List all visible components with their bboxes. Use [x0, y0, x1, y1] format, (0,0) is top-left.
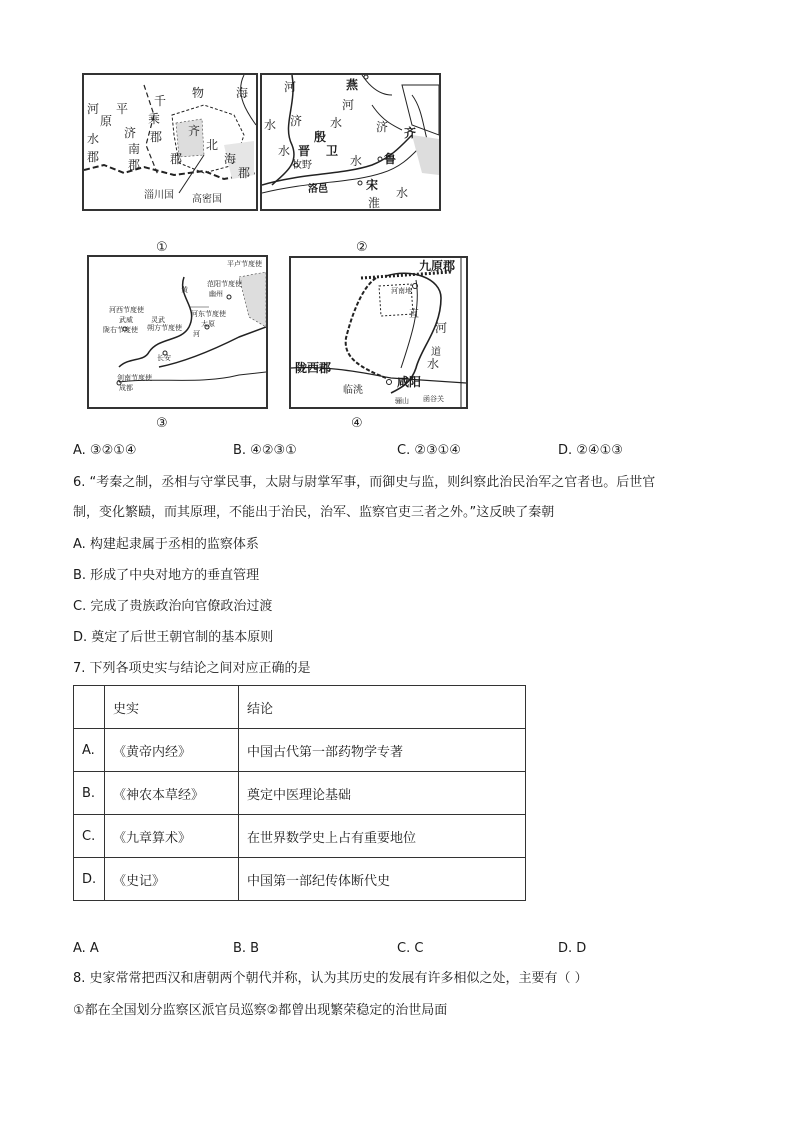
table-cell: D.	[74, 858, 105, 901]
map-1-label: 千	[154, 94, 167, 108]
table-cell: 《史记》	[105, 858, 239, 901]
map-1-label: 物	[192, 86, 205, 100]
table-cell: 在世界数学史上占有重要地位	[239, 815, 526, 858]
map-1-label: 水	[87, 132, 100, 146]
map-4-label: 九原郡	[419, 259, 456, 273]
map-2-label: 水	[396, 186, 409, 200]
map-1-label: 原	[100, 114, 113, 128]
table-header-row	[74, 686, 526, 729]
map-2-label: 水	[330, 116, 343, 130]
map-1-label: 淄川国	[144, 190, 174, 201]
map-3-label: 黄	[181, 286, 188, 294]
map-2-label: 燕	[346, 78, 359, 92]
map-4-caption: ④	[351, 416, 363, 431]
q8-stem: 8. 史家常常把西汉和唐朝两个朝代并称，认为其历史的发展有许多相似之处，主要有（ ）	[73, 971, 588, 986]
map-3-label: 灵武	[151, 316, 165, 324]
map-4-label: 咸阳	[397, 375, 422, 389]
map-1-caption: ①	[156, 240, 168, 255]
q7-stem: 7. 下列各项史实与结论之间对应正确的是	[73, 661, 311, 676]
map-2-label: 卫	[326, 144, 339, 158]
map-1-label: 高密国	[192, 194, 222, 205]
map-1-label: 郡	[87, 150, 100, 164]
table-cell: 《九章算术》	[105, 815, 239, 858]
table-cell: 《神农本草经》	[105, 772, 239, 815]
map-1-label: 平	[116, 102, 129, 116]
map-1-label: 郡	[150, 130, 163, 144]
map-2-label: 水	[278, 144, 291, 158]
map-1-label: 郡	[238, 166, 251, 180]
map-2	[260, 73, 441, 211]
map-3-label: 陇右节度使	[103, 326, 138, 334]
table-cell: A.	[74, 729, 105, 772]
table-cell: 中国古代第一部药物学专著	[239, 729, 526, 772]
table-header-cell	[74, 686, 105, 729]
map-2-label: 洛邑	[308, 184, 328, 195]
map-3-label: 平卢节度使	[227, 260, 262, 268]
q6-option-b[interactable]: B. 形成了中央对地方的垂直管理	[73, 568, 260, 583]
map-3-caption: ③	[156, 416, 168, 431]
table-row	[74, 858, 526, 901]
map-4-label: 河	[435, 321, 448, 335]
map-2-label: 晋	[298, 144, 311, 158]
table-cell: C.	[74, 815, 105, 858]
q5-option-b[interactable]: B. ④②③①	[233, 443, 297, 458]
table-cell: 奠定中医理论基础	[239, 772, 526, 815]
map-4-label: 骊山	[395, 397, 409, 405]
map-3-label: 朔方节度使	[147, 324, 182, 332]
map-1-label: 河	[87, 102, 100, 116]
map-3-label: 剑南节度使	[117, 374, 152, 382]
q7-table	[73, 685, 526, 901]
q6-stem-line-2: 制，变化繁赜，而其原理，不能出于治民，治军、监察官吏三者之外。”这反映了秦朝	[73, 505, 555, 520]
q5-option-c[interactable]: C. ②③①④	[397, 443, 461, 458]
q7-option-a[interactable]: A. A	[73, 941, 99, 956]
table-cell: B.	[74, 772, 105, 815]
map-1-drawing	[84, 75, 256, 209]
map-1-label: 乘	[148, 112, 161, 126]
map-3-label: 太原	[201, 320, 215, 328]
map-2-label: 济	[290, 114, 303, 128]
map-3-label: 武威	[119, 316, 133, 324]
map-1-label: 海	[236, 86, 249, 100]
map-2-label: 殷	[314, 130, 327, 144]
map-4-label: 道	[431, 347, 441, 358]
map-4-label: 河南地	[391, 287, 412, 295]
map-4-label: 直	[409, 309, 419, 320]
map-2-label: 济	[376, 120, 389, 134]
map-1-label: 北	[206, 138, 219, 152]
map-3-label: 河	[193, 330, 200, 338]
map-2-label: 河	[284, 80, 297, 94]
map-1-label: 海	[224, 152, 237, 166]
map-2-label: 河	[342, 98, 355, 112]
q6-option-c[interactable]: C. 完成了贵族政治向官僚政治过渡	[73, 599, 273, 614]
map-4-label: 陇西郡	[295, 361, 332, 375]
map-2-label: 鲁	[384, 152, 397, 166]
q5-option-a[interactable]: A. ③②①④	[73, 443, 137, 458]
map-1-label: 郡	[170, 152, 183, 166]
map-3	[87, 255, 268, 409]
q6-option-a[interactable]: A. 构建起隶属于丞相的监察体系	[73, 537, 259, 552]
q5-option-d[interactable]: D. ②④①③	[558, 443, 623, 458]
map-2-drawing	[262, 75, 439, 209]
map-3-label: 成都	[119, 384, 133, 392]
map-2-label: 淮	[368, 196, 381, 210]
map-2-label: 齐	[404, 126, 417, 140]
q8-statements: ①都在全国划分监察区派官员巡察②都曾出现繁荣稳定的治世局面	[73, 1003, 448, 1018]
map-1-label: 郡	[128, 158, 141, 172]
map-3-label: 河东节度使	[191, 310, 226, 318]
map-4-label: 水	[427, 357, 440, 371]
map-3-label: 长安	[157, 354, 171, 362]
table-row	[74, 815, 526, 858]
table-row	[74, 729, 526, 772]
table-header-cell: 史实	[105, 686, 239, 729]
map-2-label: 水	[264, 118, 277, 132]
map-3-label: 河西节度使	[109, 306, 144, 314]
map-3-label: 幽州	[209, 290, 223, 298]
map-3-label: 范阳节度使	[207, 280, 242, 288]
map-1-label: 齐	[188, 124, 201, 138]
q7-option-d[interactable]: D. D	[558, 941, 587, 956]
map-2-label: 水	[350, 154, 363, 168]
table-row	[74, 772, 526, 815]
q7-option-c[interactable]: C. C	[397, 941, 424, 956]
map-4-label: 临洮	[343, 385, 363, 396]
table-cell: 《黄帝内经》	[105, 729, 239, 772]
table-header-cell: 结论	[239, 686, 526, 729]
q6-stem-line-1: 6. “考秦之制，丞相与守掌民事，太尉与尉掌军事，而御史与监，则纠察此治民治军之官者也。后世官	[73, 475, 656, 490]
table-cell: 中国第一部纪传体断代史	[239, 858, 526, 901]
q6-option-d[interactable]: D. 奠定了后世王朝官制的基本原则	[73, 630, 274, 645]
map-2-label: 宋	[366, 178, 379, 192]
map-1-label: 南	[128, 142, 141, 156]
map-2-label: 牧野	[292, 160, 312, 171]
map-1-label: 济	[124, 126, 137, 140]
map-1	[82, 73, 258, 211]
map-4-label: 函谷关	[423, 395, 444, 403]
q7-option-b[interactable]: B. B	[233, 941, 260, 956]
map-4	[289, 256, 468, 409]
map-2-caption: ②	[356, 240, 368, 255]
